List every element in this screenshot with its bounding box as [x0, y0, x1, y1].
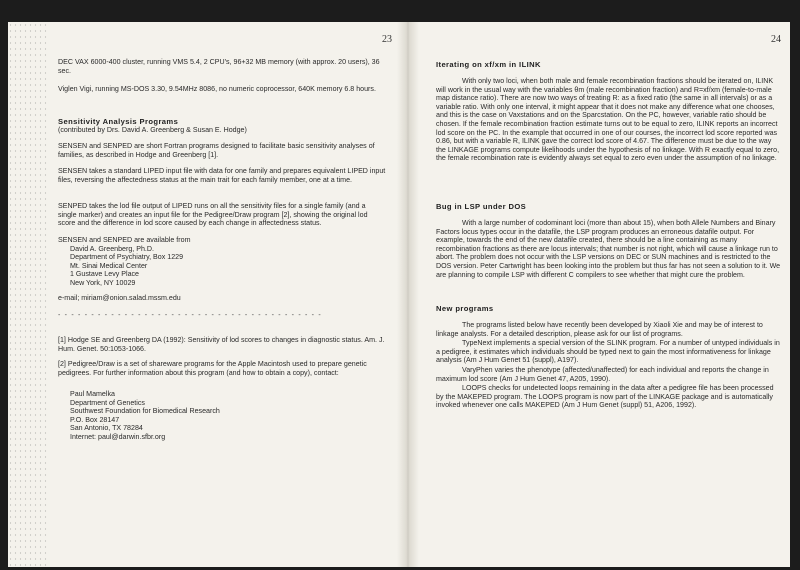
sensitivity-email: e-mail; miriam@onion.salad.mssm.edu	[58, 294, 181, 302]
iterating-paragraph: With only two loci, when both male and female recombination fractions should be iterated on, ILINK will work in the usual way with the variables θm (male recombination fraction) and R=xf/xm (female-to-male map distance ratio). There are now two ways of treating R: as a fixed ratio (the same in all intervals) or as a variable ratio. With only one interval, it might appear that it does not make any difference what one chooses, and this is the case on Vaxstations and on the Sparcstation. On the PC, however, variable ratio should be chosen. If the female recombination fraction estimate turns out to be equal to zero, ILINK reports an incorrect lod score on the PC. In the example that occurred in one of our courses, the incorrect lod score reported was 0.86, but with a variable R, ILINK gave the correct lod score of 4.67. The difference must be due to the way the LINKAGE programs compute likelihoods under the hypothesis of no linkage. With R exactly equal to zero, the female recombination rate is evidently always set equal to zero even under the assumption of no linkage.	[436, 77, 780, 163]
reference-1: [1] Hodge SE and Greenberg DA (1992): Sensitivity of lod scores to changes in diagnostic status. Am. J. Hum. Genet. 50:1053-1066.	[58, 336, 385, 353]
bug-heading: Bug in LSP under DOS	[436, 202, 527, 211]
section-divider: - - - - - - - - - - - - - - - - - - - - - - - - - - - - - - - - - - - - - - - -	[58, 312, 322, 319]
address-line-5: New York, NY 10029	[70, 278, 136, 287]
right-page	[419, 22, 790, 567]
varyphen-paragraph: VaryPhen varies the phenotype (affected/unaffected) for each individual and reports the change in maximum lod score (Am J Hum Genet 47, A205, 1990).	[436, 366, 769, 383]
computers-list	[58, 58, 386, 94]
availability-line: SENSEN and SENPED are available from	[58, 236, 191, 244]
sensitivity-paragraph-1: SENSEN and SENPED are short Fortran programs designed to facilitate basic sensitivity analyses of families, as described in Hodge and Greenberg [1].	[58, 142, 375, 159]
address-line-3: Mt. Sinai Medical Center	[70, 261, 148, 270]
new-programs-intro: The programs listed below have recently been developed by Xiaoli Xie and may be of interest to linkage analysts. For a detailed description, please ask for our list of programs.	[436, 321, 763, 338]
computer-vax: DEC VAX 6000-400 cluster, running VMS 5.4, 2 CPU's, 96+32 MB memory (with approx. 20 users), 36 sec.	[58, 58, 380, 75]
bug-paragraph: With a large number of codominant loci (more than about 15), when both Allele Numbers and Binary Factors locus types occur in the datafile, the LSP program produces an erroneous datafile output. For example, towards the end of the new datafile created, there should be a line containing as many recombination fractions as there are locus intervals; that number is not right, which will cause a linkage run to abort. The problem does not occur with the LSP versions on DEC or SUN machines and is restricted to the DOS version. Peter Cartwright has been looking into the problem but thus far has not seen a solution to it. We are planning to compile LSP with different C compilers to see whether that might cure the problem.	[436, 219, 781, 279]
contact-line-1: Paul Mamelka	[70, 390, 115, 398]
contact-line-2: Department of Genetics	[70, 398, 145, 407]
typenext-paragraph: TypeNext implements a special version of the SLINK program. For a number of untyped individuals in a pedigree, it estimates which individuals should be typed next to gain the most informativeness for linkage analysis (Am J Hum Genet 51 (suppl), A197).	[436, 339, 780, 365]
contact-line-6: Internet: paul@darwin.sfbr.org	[70, 432, 166, 441]
iterating-heading: Iterating on xf/xm in ILINK	[436, 60, 541, 69]
sensitivity-availability	[58, 236, 386, 288]
page-number-right: 24	[771, 34, 781, 45]
sensitivity-paragraph-2: SENSEN takes a standard LIPED input file with data for one family and prepares equivalent LIPED input files, reversing the affectedness status at the main trait for each family member, one at a time.	[58, 167, 386, 184]
left-page	[8, 22, 397, 567]
loops-paragraph: LOOPS checks for undetected loops remaining in the data after a pedigree file has been processed by the MAKEPED program. The LOOPS program is now part of the LINKAGE package and is automatically invoked whenever one calls MAKEPED (Am J Hum Genet (suppl) 51, A206, 1992).	[436, 384, 774, 410]
address-line-4: 1 Gustave Levy Place	[70, 270, 140, 279]
contact-line-4: P.O. Box 28147	[70, 415, 120, 424]
contact-line-5: San Antonio, TX 78284	[70, 424, 143, 433]
book-spread	[8, 22, 790, 567]
page-number-left: 23	[382, 34, 392, 45]
sensitivity-heading: Sensitivity Analysis Programs	[58, 117, 179, 126]
sensitivity-contributed: (contributed by Drs. David A. Greenberg & Susan E. Hodge)	[58, 126, 247, 134]
address-line-1: David A. Greenberg, Ph.D.	[70, 244, 154, 253]
new-programs-heading: New programs	[436, 304, 494, 313]
contact-line-3: Southwest Foundation for Biomedical Research	[70, 407, 220, 416]
book-spine	[397, 22, 419, 567]
address-line-2: Department of Psychiatry, Box 1229	[70, 253, 184, 262]
contact-address	[58, 390, 386, 442]
computer-viglen: Viglen Vigi, running MS-DOS 3.30, 9.54MHz 8086, no numeric coprocessor, 640K memory 6.8 hours.	[58, 85, 376, 94]
sensitivity-paragraph-3: SENPED takes the lod file output of LIPED runs on all the sensitivity files for a single family (and a single marker) and creates an input file for the Pedigree/Draw program [2], showing the original lod score and the difference in lod score caused by each change in affectedness status.	[58, 202, 368, 228]
reference-2: [2] Pedigree/Draw is a set of shareware programs for the Apple Macintosh used to prepare genetic pedigrees. For further information about this program (and how to obtain a copy), contact:	[58, 360, 367, 377]
